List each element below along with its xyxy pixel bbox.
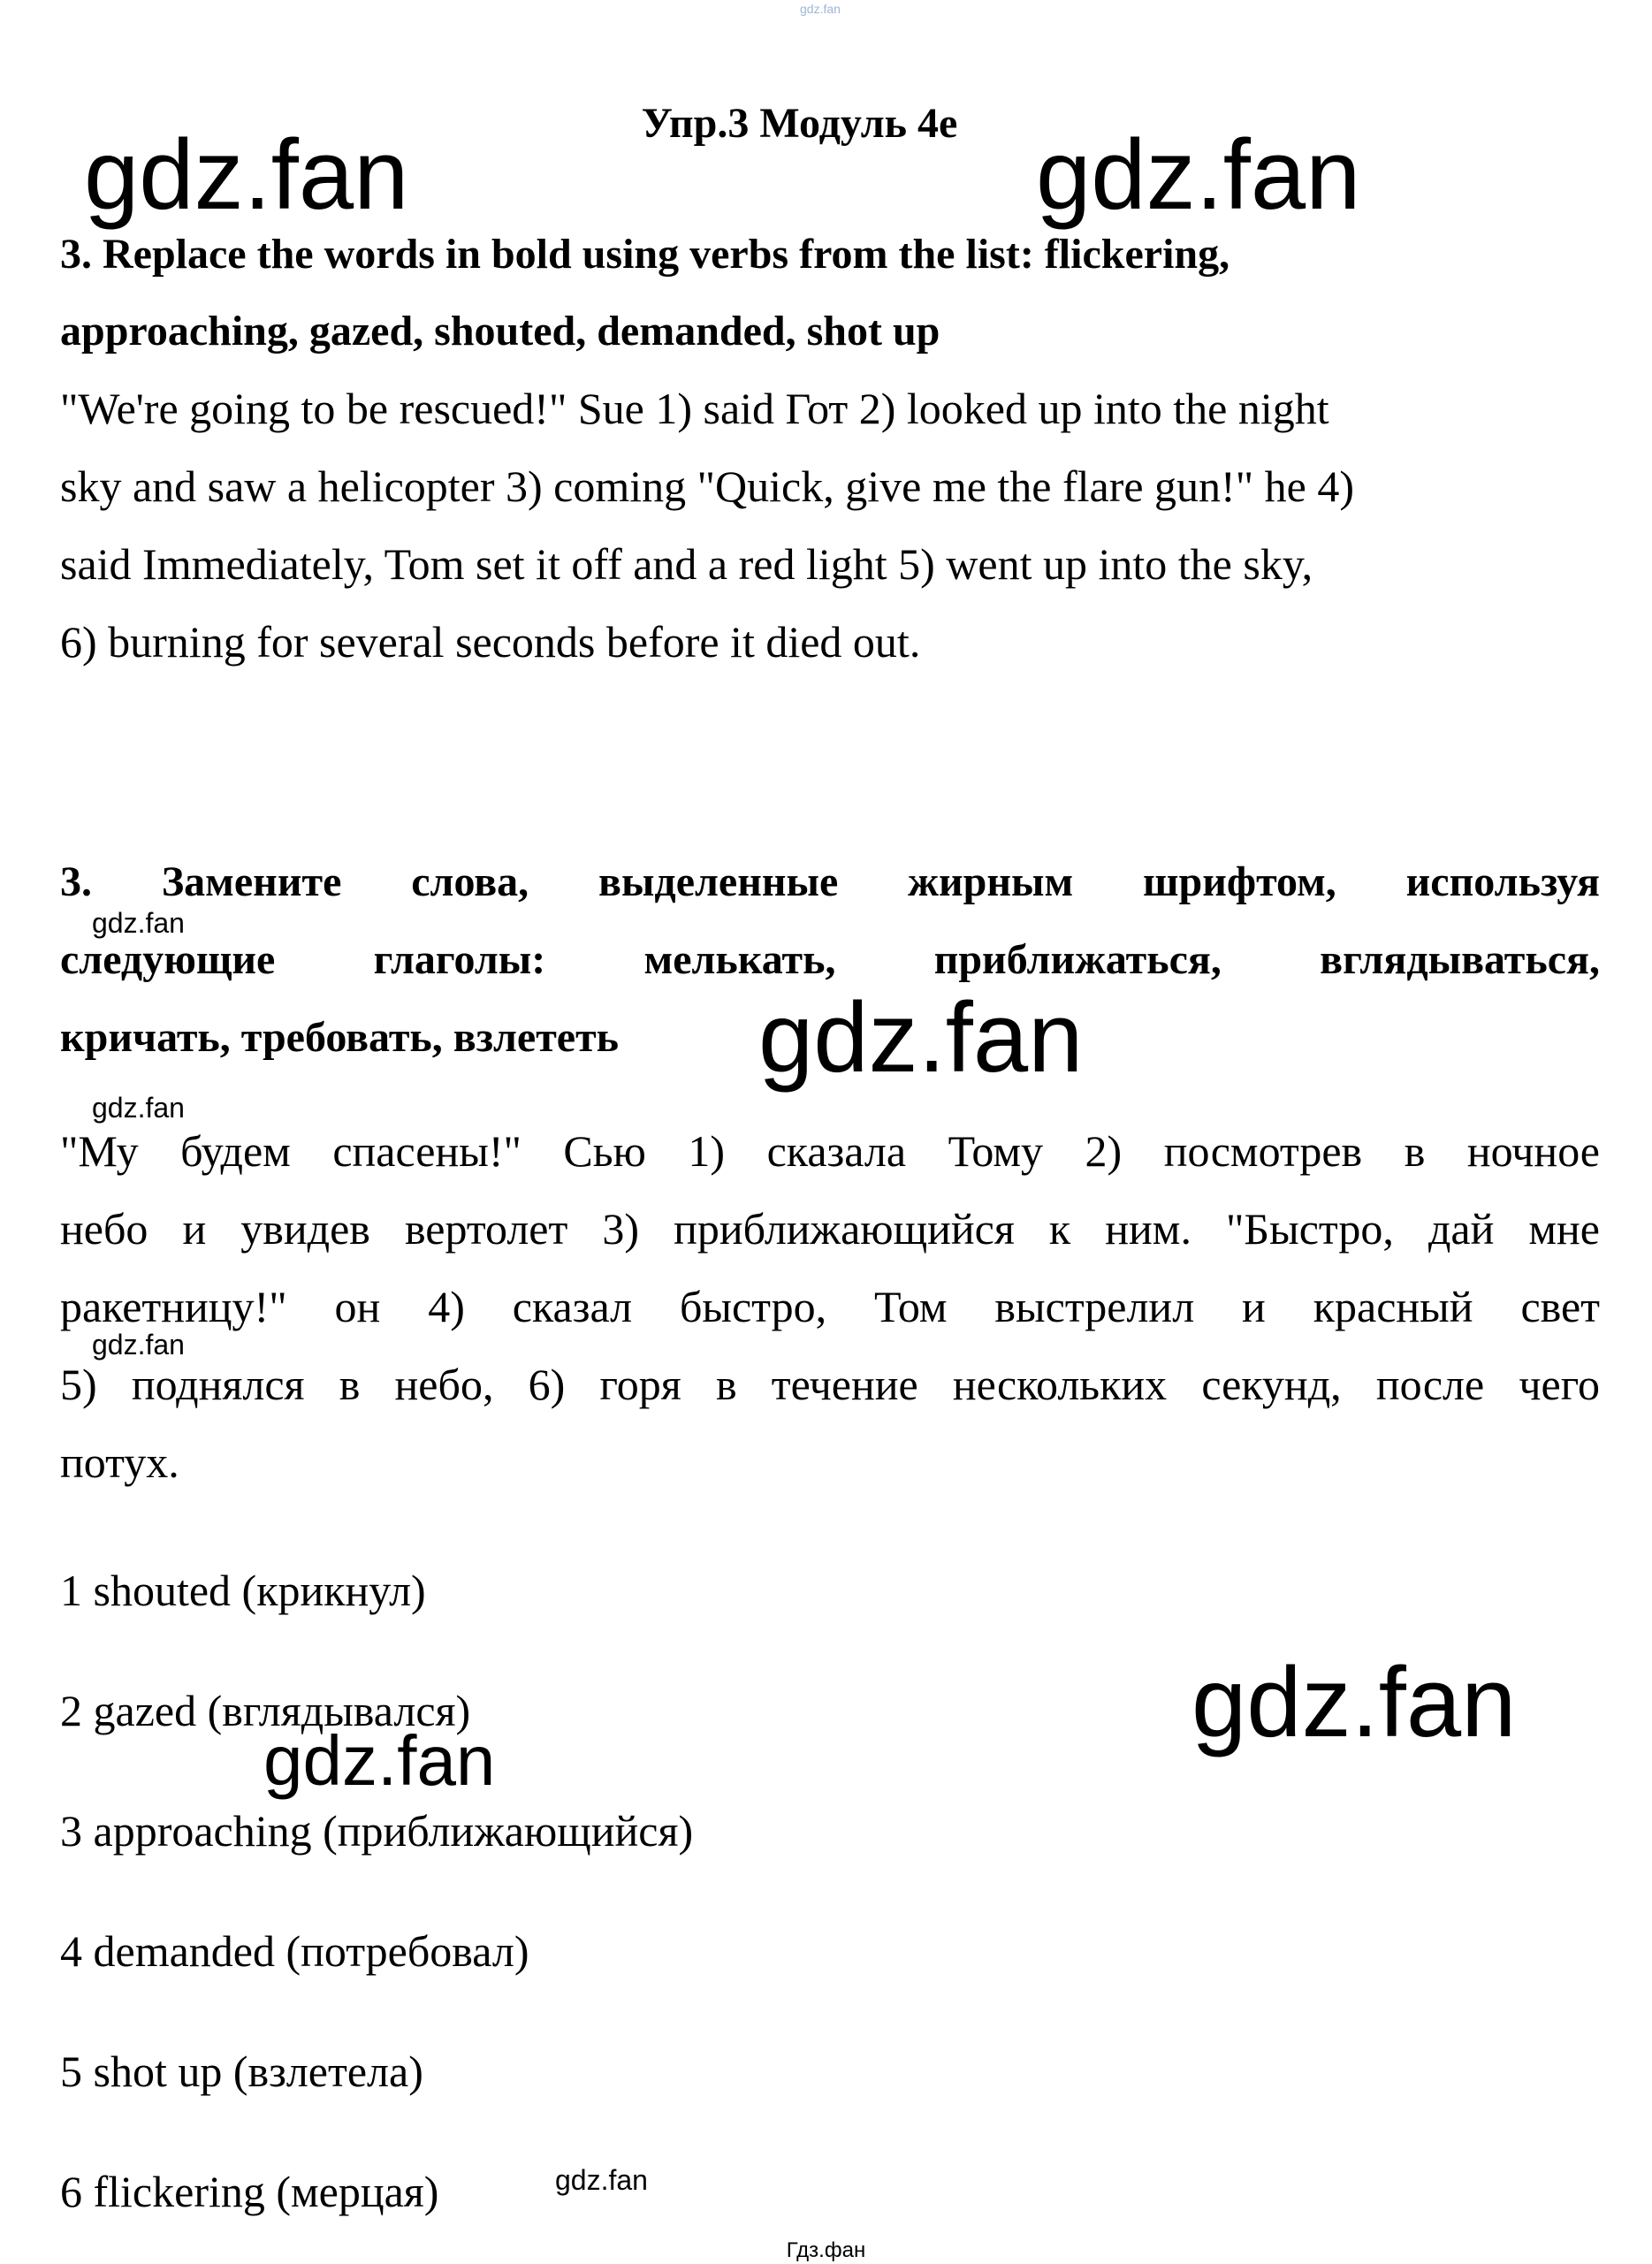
answer-item: 3 approaching (приближающийся) bbox=[60, 1806, 694, 1856]
answer-item: 4 demanded (потребовал) bbox=[60, 1926, 529, 1976]
task-text-en-line-4: 6) burning for several seconds before it died out. bbox=[60, 617, 921, 667]
task-heading-en bbox=[60, 216, 1598, 370]
task-text-ru-line-2: небо и увидев вертолет 3) приближающийся к ним. "Быстро, дай мне bbox=[60, 1204, 1600, 1254]
task-text-en bbox=[60, 370, 1354, 681]
watermark-big-2: gdz.fan bbox=[1036, 119, 1361, 230]
answer-item: 6 flickering (мерцая) bbox=[60, 2167, 439, 2216]
watermark-big-3: gdz.fan bbox=[758, 982, 1084, 1093]
answer-item: 2 gazed (вглядывался) bbox=[60, 1686, 471, 1735]
task-text-ru-line-4: 5) поднялся в небо, 6) горя в течение нескольких секунд, после чего bbox=[60, 1360, 1600, 1409]
watermark-small-3: gdz.fan bbox=[92, 1329, 185, 1361]
watermark-big-1: gdz.fan bbox=[84, 119, 409, 230]
task-text-ru-line-3: ракетницу!" он 4) сказал быстро, Том выстрелил и красный свет bbox=[60, 1282, 1600, 1331]
task-text-ru-line-1: "Му будем спасены!" Сью 1) сказала Тому 2) посмотрев в ночное bbox=[60, 1126, 1600, 1176]
task-heading-ru-line-3: кричать, требовать, взлететь bbox=[60, 1014, 620, 1061]
answer-item: 5 shot up (взлетела) bbox=[60, 2047, 423, 2096]
footer-text: Гдз.фан bbox=[786, 2238, 866, 2262]
task-text-en-line-3: said Immediately, Tom set it off and a red light 5) went up into the sky, bbox=[60, 539, 1313, 589]
task-heading-ru-line-2: следующие глаголы: мелькать, приближаться, вглядываться, bbox=[60, 936, 1600, 983]
task-text-ru bbox=[60, 1112, 1600, 1501]
task-text-ru-line-5: потух. bbox=[60, 1437, 179, 1487]
watermark-small-4: gdz.fan bbox=[555, 2164, 648, 2196]
watermark-big-4: gdz.fan bbox=[1191, 1647, 1517, 1757]
task-heading-en-line-2: approaching, gazed, shouted, demanded, shot up bbox=[60, 308, 940, 354]
page-title: Упр.3 Модуль 4е bbox=[641, 100, 958, 147]
task-heading-ru-line-1: 3. Замените слова, выделенные жирным шрифтом, используя bbox=[60, 858, 1600, 905]
watermark-small-2: gdz.fan bbox=[92, 1092, 185, 1124]
watermark-top: gdz.fan bbox=[800, 2, 841, 16]
task-heading-en-line-1: 3. Replace the words in bold using verbs from the list: flickering, bbox=[60, 231, 1230, 278]
watermark-medium: gdz.fan bbox=[263, 1721, 496, 1800]
answer-item: 1 shouted (крикнул) bbox=[60, 1566, 426, 1615]
task-text-en-line-1: "We're going to be rescued!" Sue 1) said Гот 2) looked up into the night bbox=[60, 384, 1329, 433]
watermark-small-1: gdz.fan bbox=[92, 907, 185, 939]
task-text-en-line-2: sky and saw a helicopter 3) coming "Quick, give me the flare gun!" he 4) bbox=[60, 461, 1354, 511]
